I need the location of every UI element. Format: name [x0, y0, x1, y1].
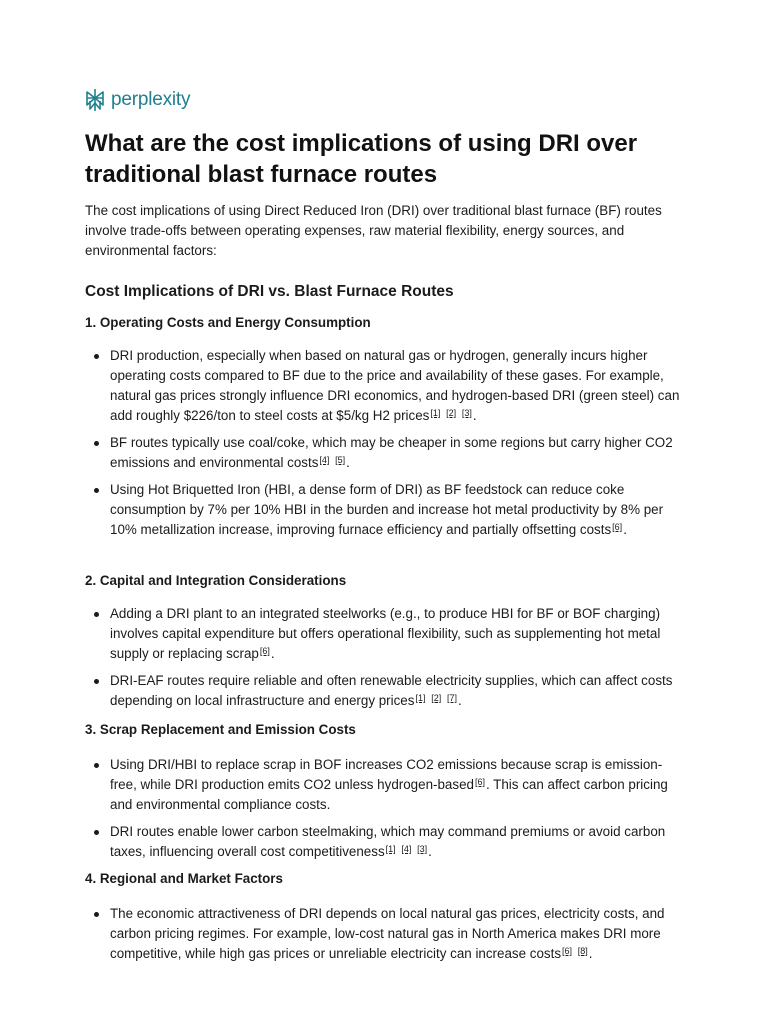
subsection-heading-4: 4. Regional and Market Factors	[85, 871, 283, 886]
citation-link[interactable]: [1]	[430, 408, 441, 418]
citation-link[interactable]: [1]	[415, 693, 426, 703]
subsection-heading-3: 3. Scrap Replacement and Emission Costs	[85, 722, 356, 737]
subsection-heading-2: 2. Capital and Integration Considerations	[85, 573, 347, 588]
subsection-heading-1: 1. Operating Costs and Energy Consumption	[85, 315, 371, 330]
citation-link[interactable]: [2]	[431, 693, 442, 703]
brand-logo[interactable]	[85, 88, 190, 112]
list-item: Adding a DRI plant to an integrated steelworks (e.g., to produce HBI for BF or BOF charging) involves capital expenditure but offers operational flexibility, such as supplementing hot metal supply or replacing scrap[6].	[85, 604, 685, 664]
citation-link[interactable]: [2]	[446, 408, 457, 418]
list-item: The economic attractiveness of DRI depends on local natural gas prices, electricity costs, and carbon pricing regimes. For example, low-cost natural gas in North America makes DRI more competitive, while high gas prices or unreliable electricity can increase costs[6] [8].	[85, 904, 685, 964]
brand-name: perplexity	[111, 89, 191, 110]
list-item: Using DRI/HBI to replace scrap in BOF increases CO2 emissions because scrap is emission-free, while DRI production emits CO2 unless hydrogen-based[6]. This can affect carbon pricing and environmental compliance costs.	[85, 755, 685, 815]
bullet-list-4	[85, 904, 685, 971]
perplexity-logo-icon	[85, 88, 105, 112]
list-item: DRI routes enable lower carbon steelmaking, which may command premiums or avoid carbon taxes, influencing overall cost competitiveness[1] [4] [3].	[85, 822, 685, 862]
list-item: DRI production, especially when based on natural gas or hydrogen, generally incurs higher operating costs compared to BF due to the price and availability of these gases. For example, natural gas prices strongly influence DRI economics, and hydrogen-based DRI (green steel) can add roughly $226/ton to steel costs at $5/kg H2 prices[1] [2] [3].	[85, 346, 685, 426]
list-item: Using Hot Briquetted Iron (HBI, a dense form of DRI) as BF feedstock can reduce coke consumption by 7% per 10% HBI in the burden and increase hot metal productivity by 8% per 10% metallization increase, improving furnace efficiency and partially offsetting costs[6].	[85, 480, 685, 540]
citation-link[interactable]: [6]	[474, 777, 485, 787]
list-item: DRI-EAF routes require reliable and often renewable electricity supplies, which can affect costs depending on local infrastructure and energy prices[1] [2] [7].	[85, 671, 685, 711]
citation-link[interactable]: [3]	[417, 844, 428, 854]
list-item: BF routes typically use coal/coke, which may be cheaper in some regions but carry higher CO2 emissions and environmental costs[4] [5].	[85, 433, 685, 473]
bullet-list-2	[85, 604, 685, 718]
bullet-list-1	[85, 346, 685, 547]
section-heading: Cost Implications of DRI vs. Blast Furnace Routes	[85, 283, 454, 300]
citation-link[interactable]: [5]	[335, 455, 346, 465]
intro-paragraph: The cost implications of using Direct Reduced Iron (DRI) over traditional blast furnace (BF) routes involve trade-offs between operating expenses, raw material flexibility, energy sources, and environmental factors:	[85, 203, 662, 258]
citation-link[interactable]: [7]	[446, 693, 457, 703]
citation-link[interactable]: [8]	[577, 946, 588, 956]
citation-link[interactable]: [6]	[612, 522, 623, 532]
citation-link[interactable]: [3]	[461, 408, 472, 418]
citation-link[interactable]: [6]	[562, 946, 573, 956]
citation-link[interactable]: [6]	[259, 646, 270, 656]
page-title: What are the cost implications of using DRI over traditional blast furnace routes	[85, 130, 638, 188]
citation-link[interactable]: [4]	[319, 455, 330, 465]
citation-link[interactable]: [1]	[385, 844, 396, 854]
bullet-list-3	[85, 755, 685, 869]
citation-link[interactable]: [4]	[401, 844, 412, 854]
